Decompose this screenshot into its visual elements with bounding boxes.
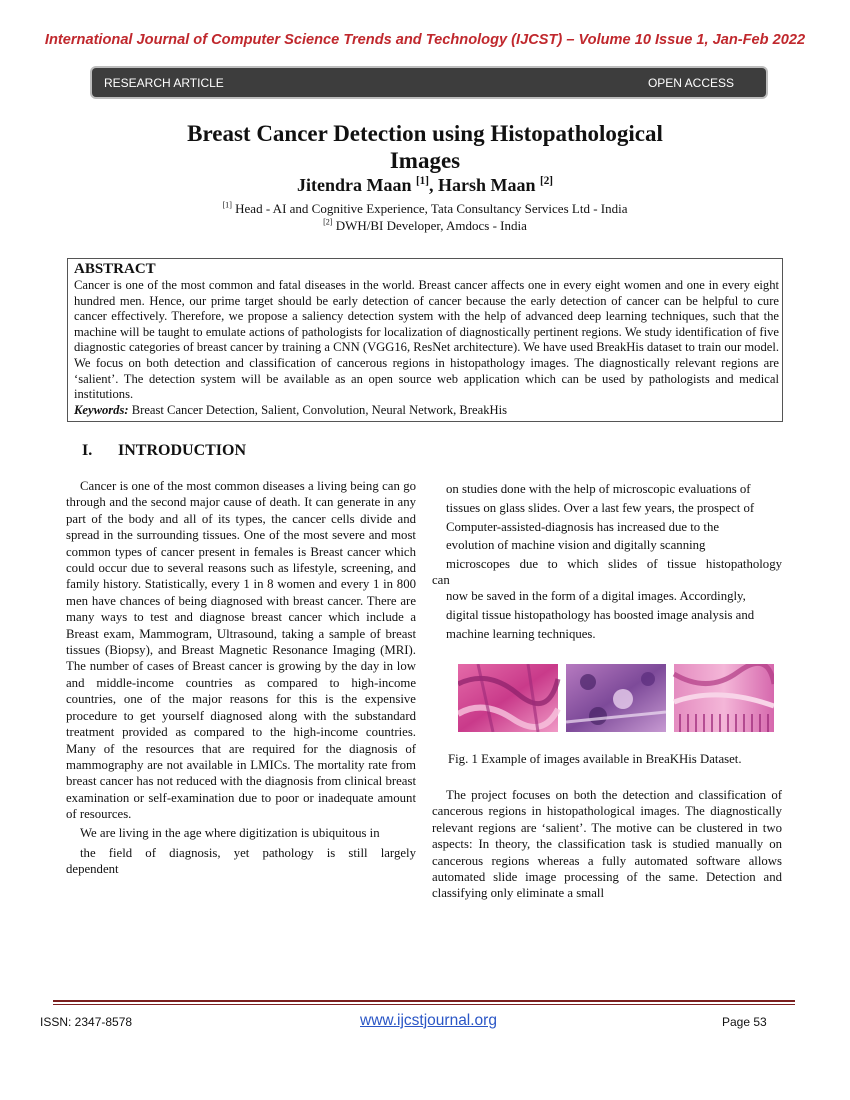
abstract-text: Cancer is one of the most common and fatal diseases in the world. Breast cancer affects one in every eight women and one in every eight hundred men. Hence, our prime target should be early detection of cancer because the early detection of cancer can be helpful to cure cancer effectively. Therefore, we propose a saliency detection system with the help of advanced deep learning techniques, such that the machine will be taught to emulate actions of pathologists for localization of diagnostically pertinent regions. We study identification of five diagnostic categories of breast cancer by training a CNN (VGG16, ResNet architecture). We have used BreakHis dataset to train our model. We focus on both detection and classification of cancerous regions in histopathology images. The diagnostically relevant regions are ‘salient’. The detection system will be available as an open source web application which can be used by pathologists and medical institutions.: [74, 278, 779, 402]
open-access-label: OPEN ACCESS: [647, 76, 734, 90]
paper-title: [120, 120, 730, 174]
left-column: [66, 478, 416, 878]
affiliation-2-mark: [2]: [323, 217, 333, 227]
author-1: Jitendra Maan: [296, 175, 412, 195]
intro-paragraph-1: Cancer is one of the most common diseases a living being can go through and the second major cause of death. It can generate in any part of the body and all of its types, the cancer cells divide and spread in the surrounding tissues. One of the most severe and most common types of cancer present in females is Breast cancer which could occur due to several reasons such as lifestyle, screening, and family history. Statistically, every 1 in 8 women and every 1 in 800 men have chances of being diagnosed with breast cancer. There are many ways to test and diagnose breast cancer which include a Breast exam, Mammogram, Ultrasound, taking a sample of breast tissues (Biopsy), and Breast Magnetic Resonance Imaging (MRI). The number of cases of Breast cancer is growing by the day in low and middle-income countries as compared to high-income countries, one of the major reasons for this is the expensive procedure to get yourself diagnosed along with the substandard treatment provided as compared to the high-income countries. Many of the resources that are required for the diagnosis of mammography are not available in LMICs. The mortality rate from breast cancer has not reduced with the diagnosis from clinical breast examination or self-examination due to poor or inadequate amount of resources.: [66, 479, 416, 822]
abstract-box: [67, 258, 783, 422]
footer-divider: [53, 1000, 795, 1002]
section-title: INTRODUCTION: [118, 442, 247, 459]
intro-paragraph-2: We are living in the age where digitization is ubiquitous in: [80, 825, 380, 840]
right-paragraph-2: The project focuses on both the detection and classification of cancerous regions in histopathological images. The diagnostically relevant regions are ‘salient’. The motive can be clustered in two aspects: In theory, the classification task is studied manually on cancerous regions whereas a fully automated software allows automated slide image processing of the same. Detection and classifying only eliminate a small: [432, 788, 782, 901]
author-1-mark: [1]: [415, 175, 429, 187]
affiliation-2-text: DWH/BI Developer, Amdocs - India: [335, 218, 527, 233]
right-line-8: digital tissue histopathology has boosted image analysis and: [446, 607, 755, 622]
intro-paragraph-3b: dependent: [66, 862, 119, 877]
issn-label: ISSN: 2347-8578: [40, 1015, 133, 1029]
author-2-mark: [2]: [540, 175, 554, 187]
article-type-label: RESEARCH ARTICLE: [104, 76, 224, 90]
right-line-2: tissues on glass slides. Over a last few years, the prospect of: [446, 500, 755, 515]
title-line-1: Breast Cancer Detection using Histopathological: [187, 121, 663, 146]
author-separator: ,: [428, 175, 438, 195]
abstract-heading: ABSTRACT: [74, 261, 156, 277]
right-column-top: [432, 480, 782, 643]
author-2: Harsh Maan: [437, 175, 536, 195]
histopathology-figure: [458, 664, 774, 732]
affiliation-2: [0, 218, 850, 234]
article-banner: [92, 68, 766, 97]
intro-paragraph-3a: the field of diagnosis, yet pathology is still largely: [80, 845, 416, 860]
right-line-9: machine learning techniques.: [446, 626, 596, 641]
section-heading: [82, 442, 246, 460]
histology-image-1: [458, 664, 558, 732]
journal-url-link[interactable]: www.ijcstjournal.org: [360, 1012, 497, 1029]
journal-header: International Journal of Computer Science Trends and Technology (IJCST) – Volume 10 Issue 1, Jan-Feb 2022: [44, 32, 806, 48]
right-column-bottom: [432, 787, 782, 902]
author-list: [0, 175, 850, 196]
abstract-body: [74, 278, 782, 418]
section-number: I.: [82, 442, 93, 459]
affiliation-1: [0, 201, 850, 217]
right-line-4: evolution of machine vision and digitally scanning: [446, 538, 706, 553]
affiliation-1-text: Head - AI and Cognitive Experience, Tata Consultancy Services Ltd - India: [235, 201, 628, 216]
page-number: Page 53: [722, 1015, 767, 1029]
histology-image-3: [674, 664, 774, 732]
right-line-6: can: [432, 572, 450, 587]
affiliation-1-mark: [1]: [222, 200, 232, 210]
figure-caption: Fig. 1 Example of images available in BreaKHis Dataset.: [448, 752, 742, 766]
footer-divider-thin: [53, 1004, 795, 1005]
right-line-1: on studies done with the help of microscopic evaluations of: [446, 482, 751, 496]
right-line-7: now be saved in the form of a digital images. Accordingly,: [446, 588, 746, 603]
right-line-3: Computer-assisted-diagnosis has increased due to the: [446, 519, 720, 534]
right-line-5: microscopes due to which slides of tissue histopathology: [446, 557, 782, 572]
keywords-label: Keywords:: [74, 402, 129, 417]
keywords-text: Breast Cancer Detection, Salient, Convolution, Neural Network, BreakHis: [128, 402, 507, 417]
histology-image-2: [566, 664, 666, 732]
title-line-2: Images: [389, 148, 461, 173]
